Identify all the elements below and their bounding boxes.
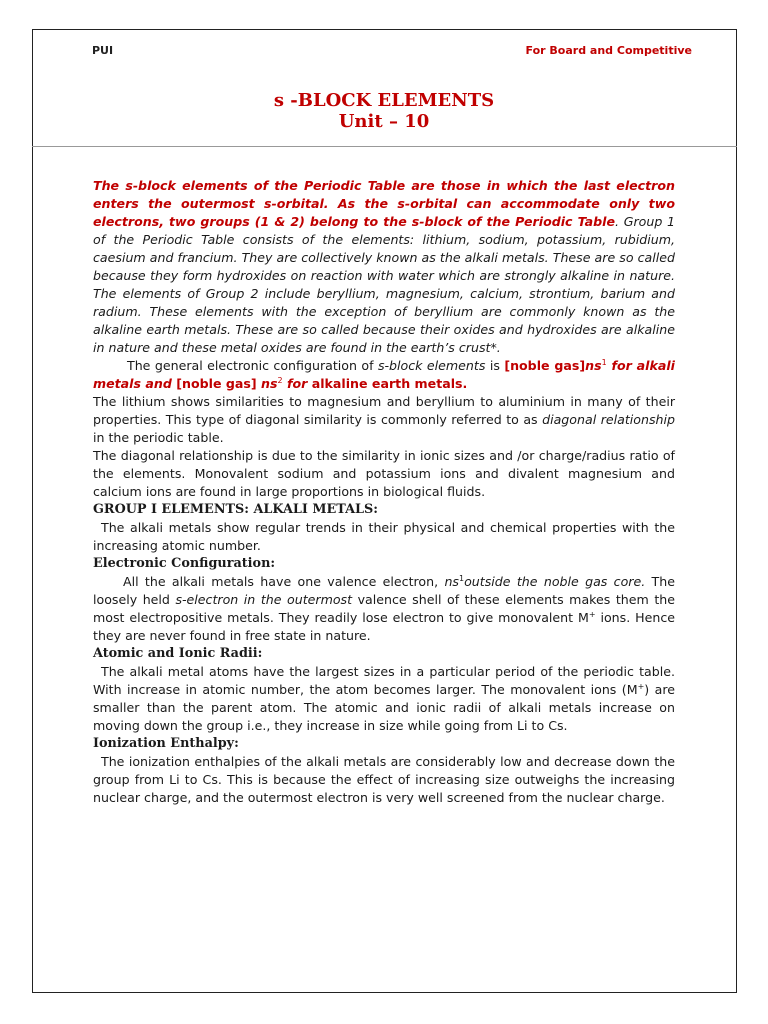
electronic-paragraph <box>93 573 675 645</box>
document-body <box>93 177 675 807</box>
unit-title: Unit – 10 <box>338 111 430 132</box>
header-left-label: PUI <box>92 44 114 57</box>
header-right-label: For Board and Competitive <box>525 44 692 57</box>
config-formula: alkaline earth metals. <box>307 376 468 391</box>
lithium-text: The lithium shows similarities to magnesium and beryllium to aluminium in many of their properties. This type of diagonal similarity is commonly referred to as <box>93 394 675 427</box>
ionization-paragraph: The ionization enthalpies of the alkali metals are considerably low and decrease down the group from Li to Cs. This is because the effect of increasing size outweighs the increasing nuclear charge, and the outermost electron is very well screened from the nuclear charge. <box>93 754 675 805</box>
config-term: s-block elements <box>377 358 486 373</box>
radii-paragraph <box>93 663 675 735</box>
configuration-paragraph <box>93 357 675 393</box>
lithium-text: in the periodic table. <box>93 430 224 445</box>
electronic-text: valence shell of these elements makes them the most electropositive metals. They readily lose electron to give monovalent M <box>93 592 675 625</box>
page-title: s -BLOCK ELEMENTS <box>273 90 495 111</box>
intro-paragraph <box>93 177 675 357</box>
config-text: is <box>485 358 505 373</box>
electronic-term: s-electron in the outermost <box>175 592 353 607</box>
radii-superscript: + <box>637 681 645 691</box>
electronic-formula: outside the noble gas core. <box>464 574 646 589</box>
config-formula: for alkali metals and <box>93 358 675 391</box>
header-divider <box>32 146 737 147</box>
radii-text: ) are smaller than the parent atom. The atomic and ionic radii of alkali metals increase on moving down the group i.e., they increase in size while going from Li to Cs. <box>93 682 675 733</box>
radii-text: The alkali metal atoms have the largest sizes in a particular period of the periodic table. With increase in atomic number, the atom becomes larger. The monovalent ions (M <box>93 664 675 697</box>
electronic-text: The loosely held <box>93 574 675 607</box>
ionization-heading: Ionization Enthalpy: <box>93 736 239 751</box>
group1-paragraph: The alkali metals show regular trends in their physical and chemical properties with the increasing atomic number. <box>93 520 675 553</box>
lithium-term: diagonal relationship <box>542 412 675 427</box>
diagonal-paragraph: The diagonal relationship is due to the similarity in ionic sizes and /or charge/radius ratio of the elements. Monovalent sodium and potassium ions and divalent magnesium and calcium ions are found in large proportions in biological fluids. <box>93 448 675 499</box>
intro-highlight: The s-block elements of the Periodic Table are those in which the last electron enters the outermost s-orbital. As the s-orbital can accommodate only two electrons, two groups (1 & 2) belong to the s-block of the Periodic Table <box>93 178 675 229</box>
electronic-superscript: 1 <box>459 573 465 583</box>
config-formula: ns <box>585 358 602 373</box>
config-superscript: 2 <box>277 375 283 385</box>
config-formula: [noble gas] <box>176 376 262 391</box>
config-superscript: 1 <box>601 357 607 367</box>
config-formula: for <box>282 376 308 391</box>
radii-heading: Atomic and Ionic Radii: <box>93 646 263 661</box>
electronic-text: ions. Hence they are never found in free state in nature. <box>93 610 675 643</box>
electronic-heading: Electronic Configuration: <box>93 556 276 571</box>
group1-heading: GROUP I ELEMENTS: ALKALI METALS: <box>93 502 378 517</box>
config-formula: [noble gas] <box>504 358 586 373</box>
intro-text: . Group 1 of the Periodic Table consists of the elements: lithium, sodium, potassium, rubidium, caesium and francium. They are collectively known as the alkali metals. These are so called because they form hydroxides on reaction with water which are strongly alkaline in nature. The elements of Group 2 include beryllium, magnesium, calcium, strontium, barium and radium. These elements with the exception of beryllium are commonly known as the alkaline earth metals. These are so called because their oxides and hydroxides are alkaline in nature and these metal oxides are found in the earth’s crust*. <box>93 214 675 355</box>
electronic-text: All the alkali metals have one valence electron, <box>123 574 445 589</box>
config-text: The general electronic configuration of <box>127 358 378 373</box>
electronic-superscript: + <box>588 609 596 619</box>
lithium-paragraph <box>93 393 675 447</box>
electronic-formula: ns <box>444 574 459 589</box>
config-formula: ns <box>261 376 278 391</box>
